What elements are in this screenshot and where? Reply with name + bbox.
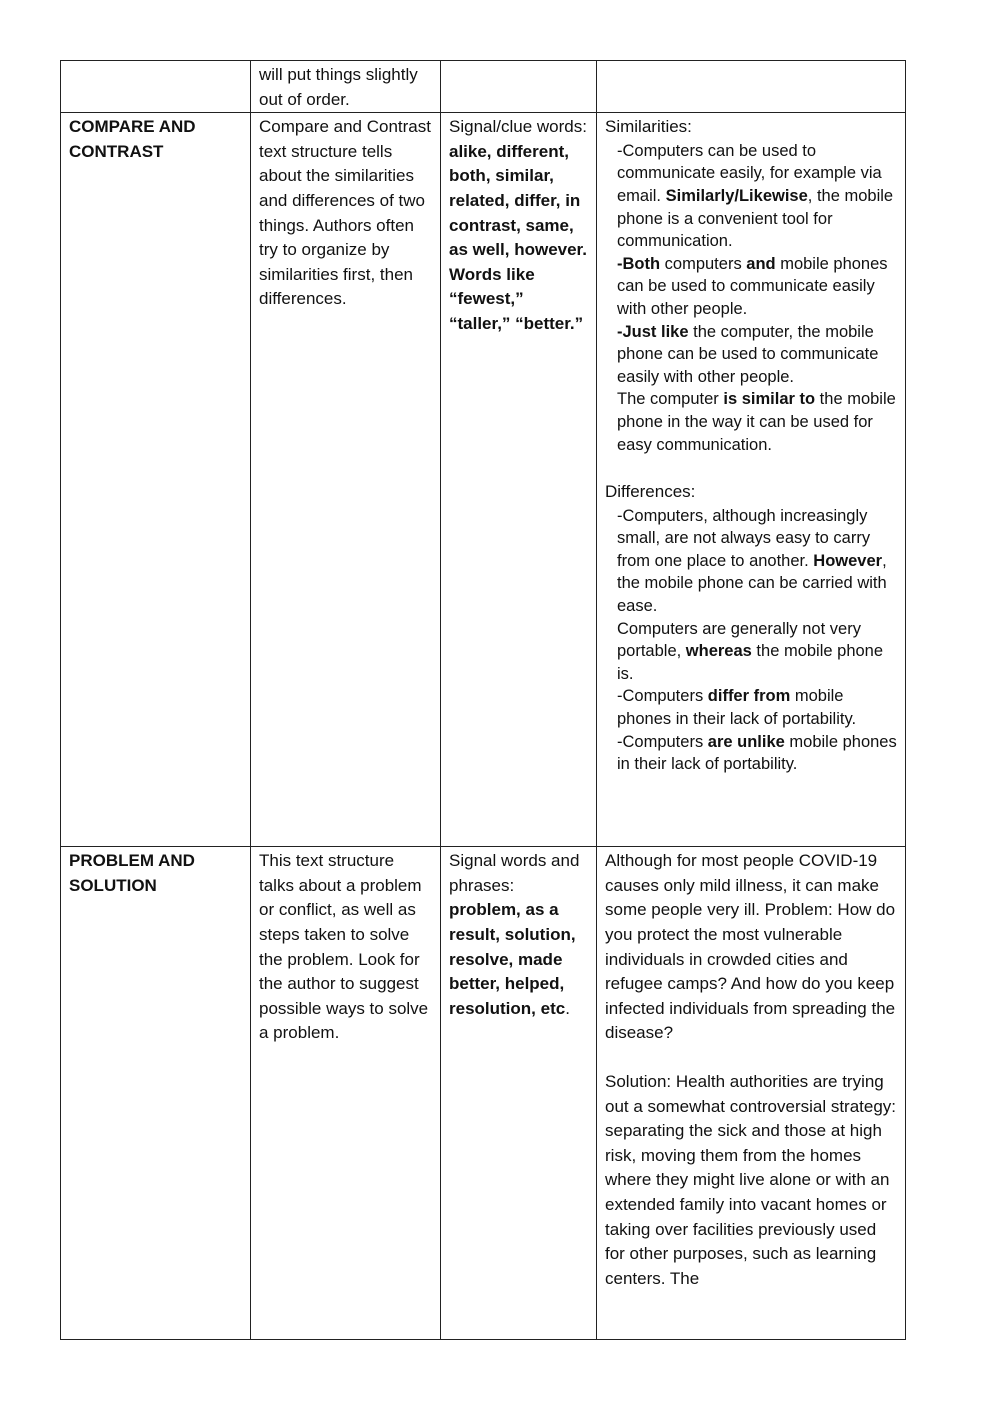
structure-name-cell: COMPARE AND CONTRAST: [61, 113, 251, 847]
example-paragraph: [605, 140, 897, 253]
signal-words-prefix: Signal words and phrases:: [449, 851, 580, 895]
example-paragraph: [605, 388, 897, 456]
example-text: Computers are generally not very portable,: [617, 619, 861, 661]
example-text: mobile phones in their lack of portability.: [617, 687, 857, 729]
example-paragraph: [605, 685, 897, 730]
example-paragraph: [605, 253, 897, 321]
signal-word: and: [746, 254, 776, 273]
problem-paragraph: Although for most people COVID-19 causes only mild illness, it can make some people very ill. Problem: How do you protect the most vulnerable individuals in crowded cities and refugee camps? And how do you keep infected individuals from spreading the disease?: [605, 851, 896, 1043]
example-cell: [597, 61, 906, 113]
example-text: the mobile phone is.: [617, 642, 884, 683]
signal-word: -Just like: [617, 322, 689, 341]
example-text: -Computers can be used to communicate easily, for example via email.: [617, 141, 882, 205]
text-structures-table: [60, 60, 906, 1340]
example-paragraph: [605, 505, 897, 618]
signal-words-list: problem, as a result, solution, resolve, made better, helped, resolution, etc: [449, 900, 576, 1018]
signal-word: -Both: [617, 254, 661, 273]
signal-word: However: [813, 551, 883, 570]
spacer: [605, 1046, 897, 1070]
signal-word: are unlike: [707, 732, 785, 751]
signal-word: is similar to: [723, 390, 816, 409]
signal-words-cell: [441, 847, 597, 1340]
example-text: The computer: [617, 390, 724, 409]
spacer: [605, 456, 897, 480]
example-paragraph: [605, 731, 897, 776]
table-row: [61, 61, 906, 113]
example-text: mobile phones can be used to communicate easily with other people.: [617, 254, 888, 318]
example-text: the mobile phone in the way it can be used for easy communication.: [617, 390, 896, 454]
definition-cell: This text structure talks about a problem or conflict, as well as steps taken to solve the problem. Look for the author to suggest possible ways to solve a problem.: [251, 847, 441, 1340]
signal-word: whereas: [685, 642, 752, 661]
example-cell: [597, 847, 906, 1340]
signal-words-list: alike, different, both, similar, related, differ, in contrast, same, as well, however. Words like “fewest,” “taller,” “better.”: [449, 141, 587, 333]
example-text: -Computers: [617, 732, 708, 751]
example-paragraph: [605, 321, 897, 389]
signal-word: Similarly/Likewise: [665, 186, 808, 205]
similarities-heading: Similarities:: [605, 117, 692, 137]
definition-cell: Compare and Contrast text structure tells about the similarities and differences of two things. Authors often try to organize by similarities first, then differences.: [251, 113, 441, 847]
example-text: , the mobile phone can be carried with ease.: [617, 551, 887, 616]
example-paragraph: [605, 618, 897, 686]
signal-words-suffix: .: [565, 998, 570, 1018]
solution-paragraph: Solution: Health authorities are trying out a somewhat controversial strategy: separating the sick and those at high risk, moving them from the homes where they might live alone or with an extended family into vacant homes or taking over facilities previously used for other purposes, such as learning centers. The: [605, 1071, 897, 1288]
signal-word: differ from: [707, 687, 791, 706]
signal-words-prefix: Signal/clue words:: [449, 117, 587, 137]
structure-name-cell: [61, 61, 251, 113]
example-text: computers: [660, 254, 747, 273]
signal-words-cell: [441, 113, 597, 847]
example-text: , the mobile phone is a convenient tool for communication.: [617, 186, 894, 251]
table-row: [61, 113, 906, 847]
definition-cell: will put things slightly out of order.: [251, 61, 441, 113]
example-text: mobile phones in their lack of portability.: [617, 732, 897, 774]
table-row: [61, 847, 906, 1340]
example-text: -Computers, although increasingly small, are not always easy to carry from one place to another.: [617, 506, 871, 570]
structure-name-cell: PROBLEM AND SOLUTION: [61, 847, 251, 1340]
example-text: -Computers: [617, 687, 708, 706]
example-text: the computer, the mobile phone can be used to communicate easily with other people.: [617, 322, 879, 386]
differences-heading: Differences:: [605, 482, 696, 502]
example-cell: [597, 113, 906, 847]
signal-words-cell: [441, 61, 597, 113]
